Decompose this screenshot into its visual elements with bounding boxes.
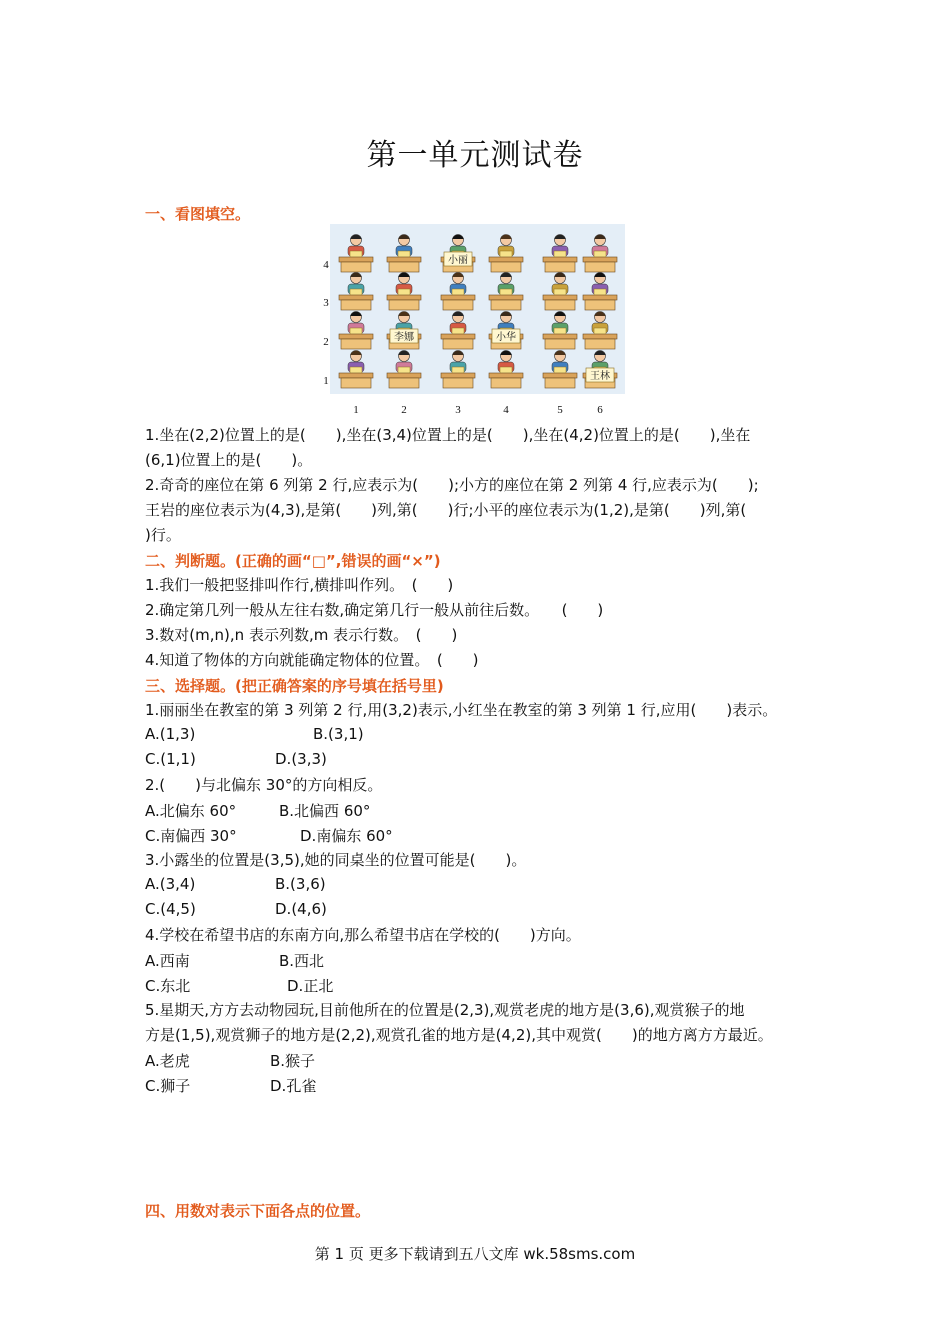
choice-q3-options-row2 [145, 900, 327, 918]
seating-chart-figure [316, 224, 630, 419]
desk-top [441, 334, 475, 339]
desk-front [389, 378, 419, 388]
page-footer: 第 1 页 更多下载请到五八文库 wk.58sms.com [314, 1245, 636, 1263]
desk-top [543, 334, 577, 339]
choice-q1-options-row1 [145, 725, 364, 743]
row-label: 2 [323, 336, 329, 348]
desk-top [441, 373, 475, 378]
choice-q4-option-b: B.西北 [279, 952, 325, 970]
name-tag: 小华 [496, 332, 516, 343]
judge-item-3: 3.数对(m,n),n 表示列数,m 表示行数。 ( ) [145, 626, 458, 644]
desk-top [583, 295, 617, 300]
desk-top [387, 373, 421, 378]
judge-item-4: 4.知道了物体的方向就能确定物体的位置。 ( ) [145, 651, 479, 669]
choice-q5-option-b: B.猴子 [270, 1052, 316, 1070]
desk-front [491, 262, 521, 272]
column-label: 3 [455, 404, 461, 416]
fill-q1-line1: 1.坐在(2,2)位置上的是( ),坐在(3,4)位置上的是( ),坐在(4,2)位置上的是( ),坐在 [145, 426, 751, 444]
choice-q5-option-c: C.狮子 [145, 1077, 191, 1095]
section-heading-coordinates: 四、用数对表示下面各点的位置。 [145, 1202, 371, 1220]
choice-q5-option-a: A.老虎 [145, 1052, 190, 1070]
row-label: 1 [323, 375, 329, 387]
choice-q3-option-d: D.(4,6) [275, 900, 327, 918]
row-label: 3 [323, 297, 329, 309]
column-label: 1 [353, 404, 359, 416]
fill-q1-line2: (6,1)位置上的是( )。 [145, 451, 313, 469]
choice-q5-line1: 5.星期天,方方去动物园玩,目前他所在的位置是(2,3),观赏老虎的地方是(3,6),观赏猴子的地 [145, 1001, 745, 1019]
choice-q1-option-d: D.(3,3) [275, 750, 327, 768]
desk-front [545, 378, 575, 388]
column-label: 2 [401, 404, 407, 416]
column-label: 5 [557, 404, 563, 416]
column-label: 6 [597, 404, 603, 416]
choice-q3-options-row1 [145, 875, 326, 893]
choice-q1-options-row2 [145, 750, 327, 768]
desk-top [387, 295, 421, 300]
choice-q3-option-b: B.(3,6) [275, 875, 326, 893]
chart-background [330, 224, 625, 394]
page-title: 第一单元测试卷 [366, 138, 584, 173]
desk-front [585, 300, 615, 310]
desk-top [441, 295, 475, 300]
choice-q2-option-d: D.南偏东 60° [300, 827, 393, 845]
section-heading-judge: 二、判断题。(正确的画“□”,错误的画“×”) [145, 552, 441, 570]
desk-top [543, 373, 577, 378]
choice-q3-option-c: C.(4,5) [145, 900, 196, 918]
desk-front [585, 339, 615, 349]
desk-top [339, 373, 373, 378]
column-label: 4 [503, 404, 509, 416]
row-label: 4 [323, 259, 329, 271]
desk-front [341, 378, 371, 388]
desk-front [545, 262, 575, 272]
desk-front [341, 339, 371, 349]
desk-front [443, 378, 473, 388]
desk-top [339, 334, 373, 339]
desk-front [585, 262, 615, 272]
choice-q1-option-c: C.(1,1) [145, 750, 196, 768]
judge-item-1: 1.我们一般把竖排叫作行,横排叫作列。 ( ) [145, 576, 454, 594]
desk-front [443, 300, 473, 310]
desk-top [339, 257, 373, 262]
desk-top [489, 373, 523, 378]
desk-front [491, 378, 521, 388]
desk-top [489, 295, 523, 300]
choice-q4-option-c: C.东北 [145, 977, 191, 995]
section-heading-choice: 三、选择题。(把正确答案的序号填在括号里) [145, 677, 444, 695]
choice-q1-option-b: B.(3,1) [313, 725, 364, 743]
choice-q2-option-a: A.北偏东 60° [145, 802, 237, 820]
choice-q3-option-a: A.(3,4) [145, 875, 196, 893]
choice-q2: 2.( )与北偏东 30°的方向相反。 [145, 776, 383, 794]
desk-front [491, 300, 521, 310]
name-tag: 王林 [590, 371, 610, 382]
name-tag: 小丽 [448, 255, 468, 266]
choice-q5-options-row2 [145, 1075, 316, 1096]
fill-q2-line1: 2.奇奇的座位在第 6 列第 2 行,应表示为( );小方的座位在第 2 列第 4 行,应表示为( ); [145, 476, 759, 494]
desk-top [489, 257, 523, 262]
desk-front [341, 300, 371, 310]
section-heading-fill: 一、看图填空。 [145, 205, 251, 223]
choice-q1-option-a: A.(1,3) [145, 725, 196, 743]
judge-item-2: 2.确定第几列一般从左往右数,确定第几行一般从前往后数。 ( ) [145, 601, 604, 619]
desk-front [389, 262, 419, 272]
choice-q5-line2: 方是(1,5),观赏狮子的地方是(2,2),观赏孔雀的地方是(4,2),其中观赏( )的地方离方方最近。 [145, 1026, 773, 1044]
choice-q2-options-row2 [145, 825, 393, 846]
desk-front [341, 262, 371, 272]
desk-top [583, 257, 617, 262]
desk-top [543, 295, 577, 300]
desk-front [545, 300, 575, 310]
desk-top [543, 257, 577, 262]
desk-top [339, 295, 373, 300]
fill-q2-line3: )行。 [145, 526, 181, 544]
choice-q4: 4.学校在希望书店的东南方向,那么希望书店在学校的( )方向。 [145, 926, 581, 944]
seating-chart-svg [316, 224, 630, 419]
choice-q2-option-b: B.北偏西 60° [279, 802, 371, 820]
choice-q3: 3.小露坐的位置是(3,5),她的同桌坐的位置可能是( )。 [145, 851, 527, 869]
choice-q4-options-row1 [145, 950, 324, 971]
choice-q4-option-d: D.正北 [287, 977, 334, 995]
desk-front [545, 339, 575, 349]
choice-q4-options-row2 [145, 975, 333, 996]
desk-front [389, 300, 419, 310]
choice-q5-option-d: D.孔雀 [270, 1077, 317, 1095]
choice-q2-options-row1 [145, 800, 370, 821]
choice-q2-option-c: C.南偏西 30° [145, 827, 237, 845]
desk-front [443, 339, 473, 349]
desk-top [583, 334, 617, 339]
choice-q1: 1.丽丽坐在教室的第 3 列第 2 行,用(3,2)表示,小红坐在教室的第 3 列第 1 行,应用( )表示。 [145, 701, 778, 719]
desk-top [387, 257, 421, 262]
choice-q4-option-a: A.西南 [145, 952, 190, 970]
name-tag: 李娜 [394, 332, 414, 343]
fill-q2-line2: 王岩的座位表示为(4,3),是第( )列,第( )行;小平的座位表示为(1,2),是第( )列,第( [145, 501, 747, 519]
choice-q5-options-row1 [145, 1050, 315, 1071]
